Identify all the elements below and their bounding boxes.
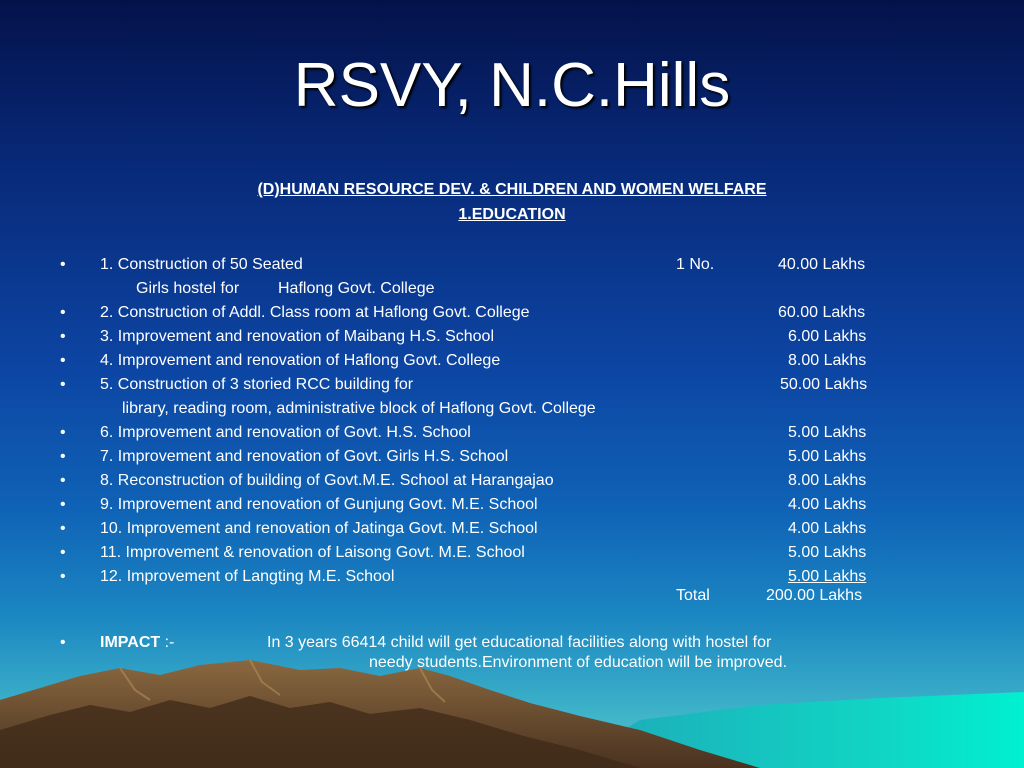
- impact-text-line1: In 3 years 66414 child will get educational facilities along with hostel for: [267, 634, 772, 651]
- item-text: 2. Construction of Addl. Class room at Haflong Govt. College: [100, 304, 530, 321]
- item-text: 4. Improvement and renovation of Haflong Govt. College: [100, 352, 501, 369]
- bullet-icon: •: [60, 472, 66, 489]
- item-amount: 50.00 Lakhs: [780, 376, 868, 393]
- item-text: 7. Improvement and renovation of Govt. Girls H.S. School: [100, 448, 509, 465]
- impact-heading: [100, 633, 174, 653]
- bullet-icon: •: [60, 568, 66, 585]
- bullet-icon: •: [60, 520, 66, 537]
- item-text: 1. Construction of 50 Seated: [100, 256, 303, 273]
- bullet-icon: •: [60, 256, 66, 273]
- item-text: 9. Improvement and renovation of Gunjung Govt. M.E. School: [100, 496, 538, 513]
- bullet-icon: •: [60, 448, 66, 465]
- item-amount: 4.00 Lakhs: [788, 520, 867, 537]
- item-text: 8. Reconstruction of building of Govt.M.E. School at Harangajao: [100, 472, 554, 489]
- section-heading: (D)HUMAN RESOURCE DEV. & CHILDREN AND WOMEN WELFARE: [257, 181, 767, 198]
- item-text: 5. Construction of 3 storied RCC building for: [100, 376, 414, 393]
- total-amount: 200.00 Lakhs: [766, 587, 863, 604]
- impact-separator: :-: [160, 634, 175, 651]
- item-amount: 5.00 Lakhs: [788, 424, 867, 441]
- item-amount: 8.00 Lakhs: [788, 472, 867, 489]
- item-continuation: Haflong Govt. College: [278, 280, 435, 297]
- item-continuation: library, reading room, administrative block of Haflong Govt. College: [122, 400, 596, 417]
- bullet-icon: •: [60, 634, 66, 651]
- bullet-icon: •: [60, 544, 66, 561]
- item-amount: 5.00 Lakhs: [788, 448, 867, 465]
- bullet-icon: •: [60, 328, 66, 345]
- item-amount: 4.00 Lakhs: [788, 496, 867, 513]
- item-text: 10. Improvement and renovation of Jatinga Govt. M.E. School: [100, 520, 538, 537]
- item-text: 6. Improvement and renovation of Govt. H.S. School: [100, 424, 471, 441]
- bullet-icon: •: [60, 376, 66, 393]
- item-text: 12. Improvement of Langting M.E. School: [100, 568, 395, 585]
- item-quantity: 1 No.: [676, 256, 715, 273]
- impact-label: IMPACT: [100, 634, 161, 651]
- item-amount: 6.00 Lakhs: [788, 328, 867, 345]
- item-amount: 5.00 Lakhs: [788, 544, 867, 561]
- item-continuation: Girls hostel for: [136, 280, 240, 297]
- bullet-icon: •: [60, 424, 66, 441]
- item-text: 11. Improvement & renovation of Laisong Govt. M.E. School: [100, 544, 525, 561]
- bullet-icon: •: [60, 496, 66, 513]
- total-label: Total: [676, 587, 710, 604]
- impact-text-line2: needy students.Environment of education will be improved.: [369, 654, 788, 671]
- item-amount: 8.00 Lakhs: [788, 352, 867, 369]
- subsection-heading: 1.EDUCATION: [458, 206, 566, 223]
- bullet-icon: •: [60, 352, 66, 369]
- item-text: 3. Improvement and renovation of Maibang H.S. School: [100, 328, 494, 345]
- slide-title: RSVY, N.C.Hills: [293, 51, 731, 120]
- item-amount: 60.00 Lakhs: [778, 304, 866, 321]
- item-amount: 5.00 Lakhs: [788, 568, 867, 585]
- item-amount: 40.00 Lakhs: [778, 256, 866, 273]
- bullet-icon: •: [60, 304, 66, 321]
